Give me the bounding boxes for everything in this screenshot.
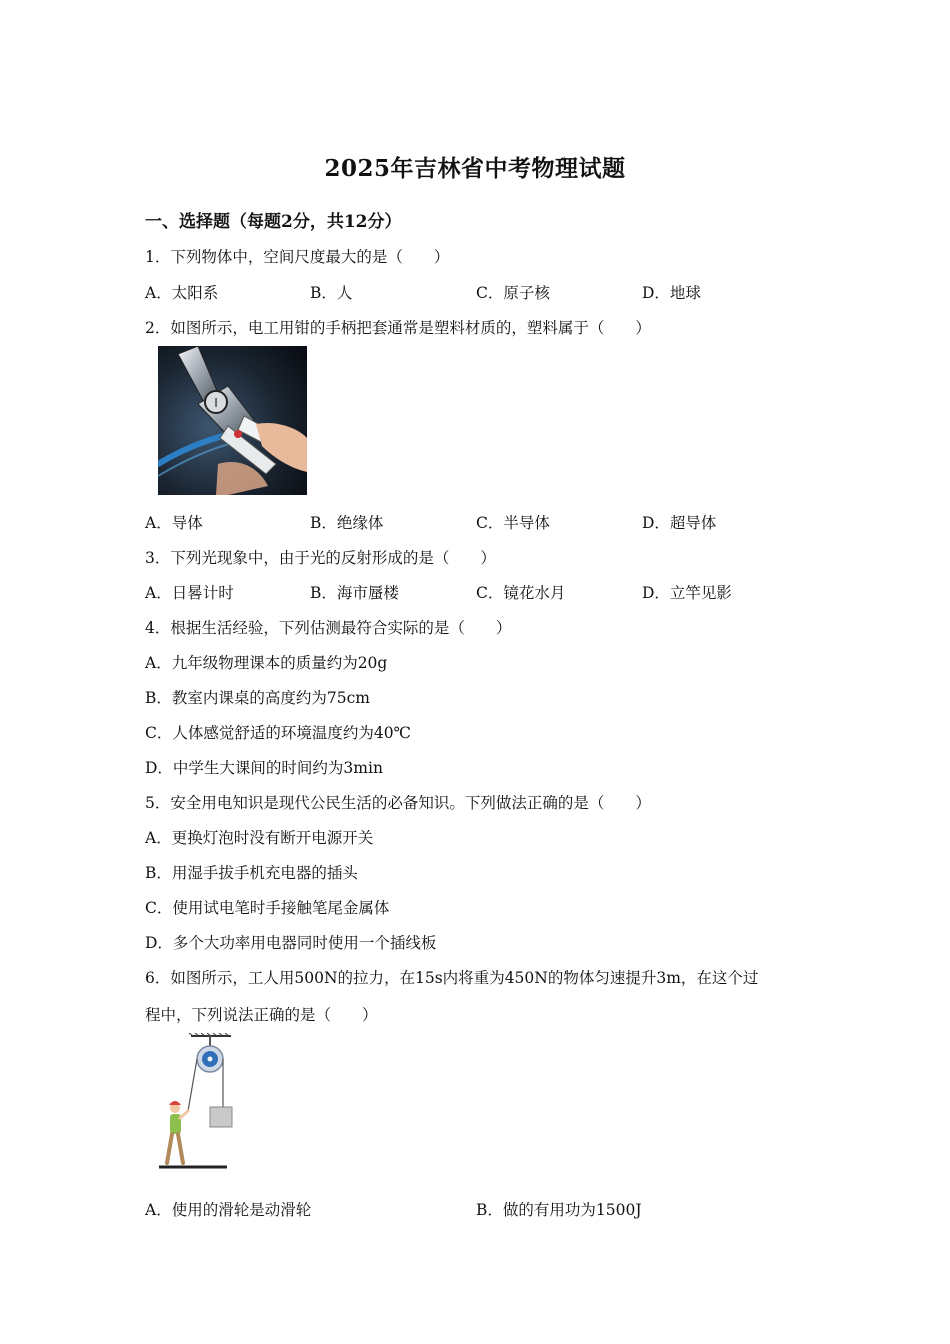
question-2-stem: 2．如图所示，电工用钳的手柄把套通常是塑料材质的，塑料属于（ ） <box>145 319 651 337</box>
q5-option-b: B．用湿手拔手机充电器的插头 <box>145 864 358 882</box>
q5-option-d: D．多个大功率用电器同时使用一个插线板 <box>145 934 437 952</box>
q2-option-b: B．绝缘体 <box>310 514 384 532</box>
q6-option-b: B．做的有用功为1500J <box>476 1201 642 1219</box>
q3-option-b: B．海市蜃楼 <box>310 584 399 602</box>
q2-option-d: D．超导体 <box>642 514 717 532</box>
question-6-stem-line-2: 程中，下列说法正确的是（ ） <box>145 1006 378 1024</box>
q1-option-d: D．地球 <box>642 284 701 302</box>
question-6-stem-line-1: 6．如图所示，工人用500N的拉力，在15s内将重为450N的物体匀速提升3m，在这个过 <box>145 969 759 987</box>
pliers-photo <box>158 346 307 495</box>
q4-option-d: D．中学生大课间的时间约为3min <box>145 759 383 777</box>
q3-option-a: A．日晷计时 <box>145 584 234 602</box>
q5-option-a: A．更换灯泡时没有断开电源开关 <box>145 829 374 847</box>
question-3-stem: 3．下列光现象中，由于光的反射形成的是（ ） <box>145 549 496 567</box>
q5-option-c: C．使用试电笔时手接触笔尾金属体 <box>145 899 390 917</box>
q4-option-a: A．九年级物理课本的质量约为20g <box>145 654 388 672</box>
page-title: 2025年吉林省中考物理试题 <box>324 155 626 182</box>
q1-option-b: B．人 <box>310 284 353 302</box>
question-5-stem: 5．安全用电知识是现代公民生活的必备知识。下列做法正确的是（ ） <box>145 794 651 812</box>
q1-option-c: C．原子核 <box>476 284 550 302</box>
q2-option-a: A．导体 <box>145 514 203 532</box>
question-4-stem: 4．根据生活经验，下列估测最符合实际的是（ ） <box>145 619 512 637</box>
q2-option-c: C．半导体 <box>476 514 550 532</box>
svg-text:I: I <box>214 396 218 410</box>
section-heading: 一、选择题（每题2分，共12分） <box>145 212 402 232</box>
q3-option-d: D．立竿见影 <box>642 584 732 602</box>
q1-option-a: A．太阳系 <box>145 284 219 302</box>
question-1-stem: 1．下列物体中，空间尺度最大的是（ ） <box>145 248 450 266</box>
pulley-diagram <box>155 1033 235 1171</box>
q3-option-c: C．镜花水月 <box>476 584 566 602</box>
q4-option-c: C．人体感觉舒适的环境温度约为40℃ <box>145 724 411 742</box>
q6-option-a: A．使用的滑轮是动滑轮 <box>145 1201 312 1219</box>
q4-option-b: B．教室内课桌的高度约为75cm <box>145 689 370 707</box>
